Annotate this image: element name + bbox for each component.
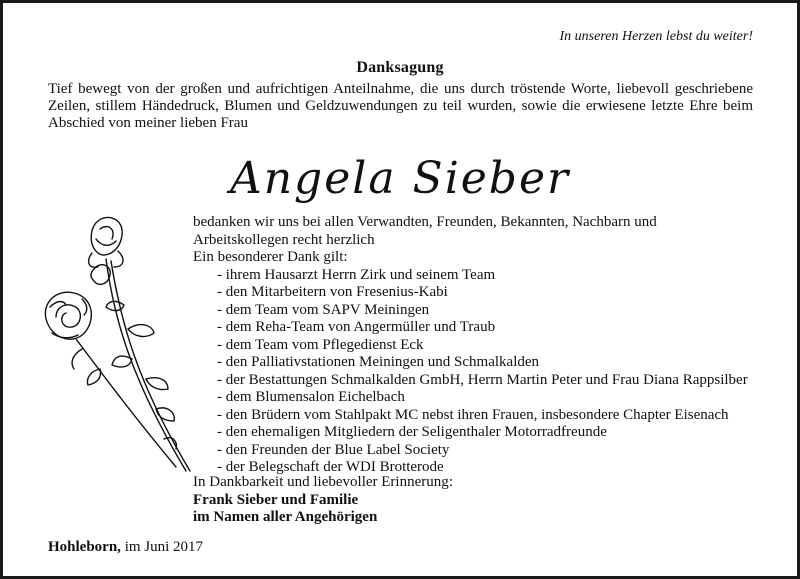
thanks-line: bedanken wir uns bei allen Verwandten, Freunden, Bekannten, Nachbarn und (193, 214, 657, 230)
deceased-name: Angela Sieber (229, 153, 571, 204)
list-item: - den ehemaligen Mitgliedern der Seligenthaler Motorradfreunde (217, 424, 607, 440)
place: Hohleborn, (48, 539, 121, 555)
thanks-line: Arbeitskollegen recht herzlich (193, 231, 375, 248)
rose-drawing-icon (36, 209, 196, 479)
list-item: - den Mitarbeitern von Fresenius-Kabi (217, 284, 448, 300)
list-item: - dem Blumensalon Eichelbach (217, 389, 405, 405)
closing-section (193, 474, 453, 527)
heading: Danksagung (356, 59, 444, 76)
list-item: - der Belegschaft der WDI Brotterode (217, 459, 444, 475)
thanks-section (193, 214, 753, 477)
motto: In unseren Herzen lebst du weiter! (559, 29, 753, 44)
list-item: - dem Reha-Team von Angermüller und Traub (217, 319, 496, 335)
thanks-list (193, 267, 753, 477)
list-item: - dem Team vom Pflegedienst Eck (217, 336, 424, 353)
list-item: - der Bestattungen Schmalkalden GmbH, Herrn Martin Peter und Frau Diana Rappsilber (217, 371, 748, 388)
list-item: - ihrem Hausarzt Herrn Zirk und seinem Team (217, 266, 496, 283)
intro-text: Tief bewegt von der großen und aufrichtigen Anteilnahme, die uns durch tröstende Worte, liebevoll geschriebene Zeilen, stillem Händedruck, Blumen und Geldzuwendungen zu teil wurden, sowie die erwiesene letzte Ehre beim Abschied von meiner lieben Frau (48, 81, 753, 131)
signature-relatives: im Namen aller Angehörigen (193, 509, 378, 525)
list-item: - dem Team vom SAPV Meiningen (217, 301, 430, 318)
signature-family: Frank Sieber und Familie (193, 491, 359, 508)
place-date (48, 539, 203, 556)
list-item: - den Brüdern vom Stahlpakt MC nebst ihren Frauen, insbesondere Chapter Eisenach (217, 406, 729, 423)
closing-line: In Dankbarkeit und liebevoller Erinnerung: (193, 474, 453, 490)
list-item: - den Freunden der Blue Label Society (217, 441, 450, 458)
list-item: - den Palliativstationen Meiningen und Schmalkalden (217, 354, 540, 370)
special-thanks-label: Ein besonderer Dank gilt: (193, 249, 348, 265)
date: im Juni 2017 (124, 539, 204, 555)
